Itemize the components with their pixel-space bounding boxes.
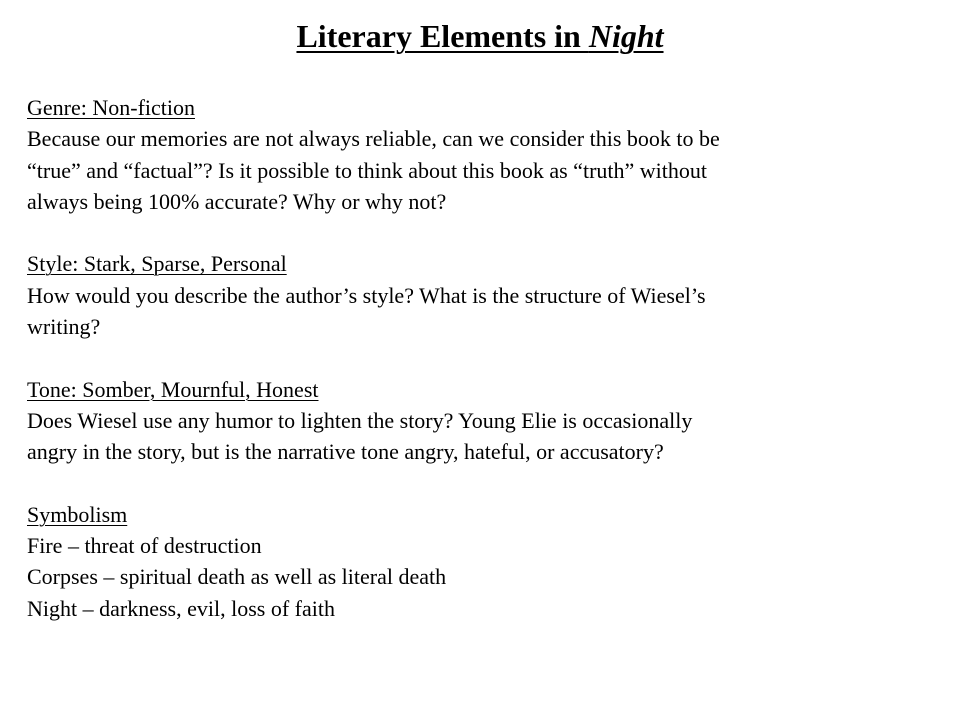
style-line-2: writing? <box>27 314 101 340</box>
section-genre <box>27 92 937 217</box>
title-prefix: Literary Elements in <box>296 18 589 54</box>
section-heading-tone: Tone: Somber, Mournful, Honest <box>27 376 319 402</box>
section-spacer <box>27 217 937 248</box>
section-heading-style: Style: Stark, Sparse, Personal <box>27 251 287 277</box>
genre-line-2: “true” and “factual”? Is it possible to think about this book as “truth” without <box>27 157 707 183</box>
symbolism-line-3: Night – darkness, evil, loss of faith <box>27 595 335 621</box>
symbolism-line-2: Corpses – spiritual death as well as literal death <box>27 564 447 590</box>
section-heading-symbolism: Symbolism <box>27 501 128 527</box>
section-symbolism <box>27 499 937 624</box>
genre-line-3: always being 100% accurate? Why or why not? <box>27 188 447 214</box>
title-text <box>296 18 663 54</box>
genre-line-1: Because our memories are not always reliable, can we consider this book to be <box>27 126 720 152</box>
section-style <box>27 248 937 342</box>
title-italic-word: Night <box>588 18 664 54</box>
section-heading-genre: Genre: Non-fiction <box>27 95 195 120</box>
style-line-1: How would you describe the author’s style? What is the structure of Wiesel’s <box>27 282 706 308</box>
section-spacer <box>27 342 937 373</box>
section-tone <box>27 374 937 468</box>
page-title <box>0 14 960 58</box>
slide-body <box>27 92 937 624</box>
section-spacer <box>27 468 937 499</box>
tone-line-2: angry in the story, but is the narrative tone angry, hateful, or accusatory? <box>27 439 664 465</box>
tone-line-1: Does Wiesel use any humor to lighten the story? Young Elie is occasionally <box>27 407 693 433</box>
symbolism-line-1: Fire – threat of destruction <box>27 533 262 559</box>
